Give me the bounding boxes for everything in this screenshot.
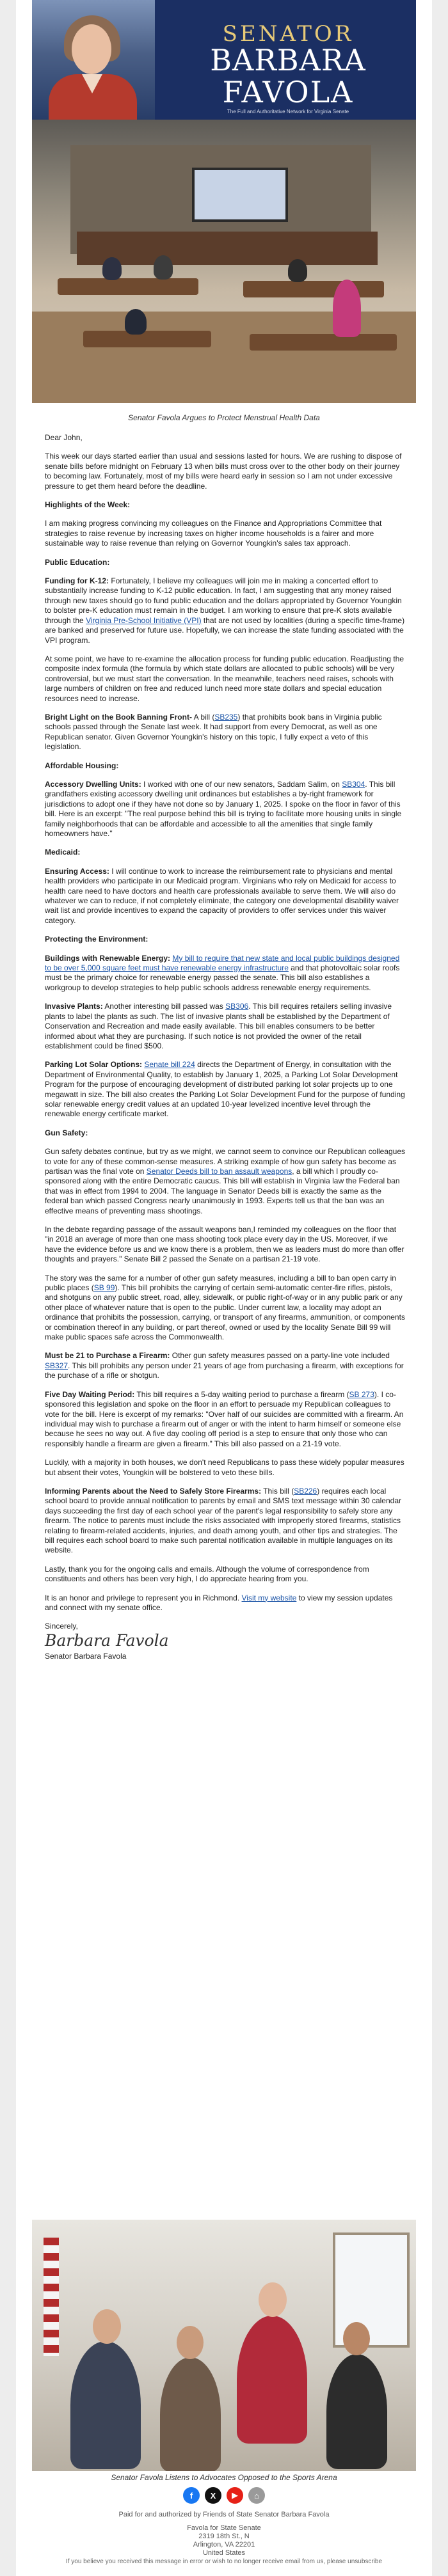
social-links (16, 2487, 432, 2504)
public-education-heading: Public Education: (45, 557, 110, 567)
website-icon[interactable]: ⌂ (248, 2487, 265, 2504)
website-link[interactable]: Visit my website (241, 1593, 297, 1602)
majority-paragraph: Luckily, with a majority in both houses, we don't need Republicans to pass these widely popular measures but absent their votes, Youngkin will be bolstered to veto these bills. (45, 1458, 404, 1477)
waiting-period-label: Five Day Waiting Period: (45, 1389, 135, 1399)
gun-safety-intro-paragraph: Gun safety debates continue, but try as we might, we cannot seem to convince our Republican colleagues to vote for any of these common-sense measures. A striking example of how gun safety has become as partisan was the final vote on Senator Deeds bill to ban assault weapons, a bill which I proudly co-sponsored along with the entire Democratic caucus. This bill will establish in Virginia law the Federal ban that was in effect from 1994 to 2004. The language in Senator Deeds bill is exactly the same as the federal ban which passed Congress nearly unanimously in 1993. Experts tell us that the ban was an effective means of preventing mass shootings. (45, 1147, 405, 1215)
header-title (160, 0, 416, 120)
footer-street: 2319 18th St., N (198, 2533, 250, 2540)
affordable-housing-heading: Affordable Housing: (45, 761, 119, 770)
header-senator: SENATOR (222, 21, 354, 47)
book-banning-paragraph: Bright Light on the Book Banning Front- A bill (SB235) that prohibits book bans in Virginia public schools passed through the Senate last week. It had support from every Democrat, as well as one Republican senator. Given Governor Youngkin's history on this topic, I fully expect a veto of this legislation. (45, 712, 382, 752)
book-banning-label: Bright Light on the Book Banning Front- (45, 712, 192, 722)
youtube-icon[interactable]: ▶ (227, 2487, 243, 2504)
thanks-paragraph: Lastly, thank you for the ongoing calls and emails. Although the volume of correspondence from constituents and others has been very high, I do appreciate hearing from you. (45, 1564, 369, 1584)
adu-label: Accessory Dwelling Units: (45, 779, 141, 789)
renewable-buildings-label: Buildings with Renewable Energy: (45, 953, 171, 963)
safe-storage-paragraph: Informing Parents about the Need to Safely Store Firearms: This bill (SB226) requires each local school board to provide annual notification to parents by email and SMS text message within 30 calendar days succeeding the first day of each school year of the parent's legal responsibility to safely store any firearm. The notice to parents must include the risks associated with improperly stored firearms, statistics relating to firearm-related accidents, injuries, and death among youth, and other tips and strategies. The bill requires each school board to make such parental notification available in multiple languages on its website. (45, 1486, 401, 1555)
advocates-photo (32, 2220, 416, 2471)
sb99-link[interactable]: SB 99 (93, 1283, 115, 1293)
k12-funding-label: Funding for K-12: (45, 576, 109, 586)
signoff: Senator Barbara Favola (45, 1652, 127, 1661)
email-container (16, 0, 432, 2576)
paid-for-notice: Paid for and authorized by Friends of State Senator Barbara Favola (118, 2511, 330, 2518)
footer (16, 2511, 432, 2557)
gun-safety-heading: Gun Safety: (45, 1128, 88, 1137)
medicaid-paragraph: Ensuring Access: I will continue to work to increase the reimbursement rate to physicians and mental health providers who participate in our Medicaid program. Virginians who rely on Medicaid for access to health care need to have doctors and health care professionals available to serve them. We will also do whatever we can to reduce, if not completely eliminate, the category one developmental disability waiver wait list and provide incentives to expand the capacity of providers to offer services under this waiver category. (45, 866, 399, 925)
invasive-plants-label: Invasive Plants: (45, 1002, 103, 1011)
invasive-plants-paragraph: Invasive Plants: Another interesting bill passed was SB306. This bill requires retailers selling invasive plants to label the plants as such. The list of invasive plants shall be established by the Department of Conservation and Recreation and made easily available. This bill enables consumers to be better informed about what they are purchasing. If such notice is not provided the owner of the retail establishment could be fined $500. (45, 1002, 392, 1050)
signature: Barbara Favola (45, 1631, 169, 1650)
senator-portrait (32, 0, 155, 120)
assault-weapons-bill-link[interactable]: Senator Deeds bill to ban assault weapons (146, 1166, 292, 1176)
waiting-period-paragraph: Five Day Waiting Period: This bill requires a 5-day waiting period to purchase a firearm (SB 273). I co-sponsored this legislation and spoke on the floor in an effort to persuade my Republican colleagues to vote for the bill. Here is excerpt of my remarks: "Over half of our suicides are committed with a firearm. An individual may wish to purchase a firearm out of anger or with the intent to harm himself or someone else because he sees no way out. A five day cooling off period is a step to ensure that only those who can responsibly handle a firearm are given a firearm." This bill also passed on a 21-19 vote. (45, 1389, 404, 1448)
sb306-link[interactable]: SB306 (225, 1002, 249, 1011)
header-first-name: BARBARA (210, 43, 366, 77)
parking-solar-label: Parking Lot Solar Options: (45, 1060, 143, 1070)
greeting: Dear John, (45, 433, 83, 442)
sb224-link[interactable]: Senate bill 224 (144, 1060, 195, 1070)
newsletter-body (45, 433, 406, 1671)
assault-weapons-debate-paragraph: In the debate regarding passage of the assault weapons ban,I reminded my colleagues on the floor that "in 2018 an average of more than one mass shooting took place every day in the US. Moreover, if we have the evidence before us and we know there is a problem, then we as leaders must do more than offer thoughts and prayers." Senate Bill 2 passed the Senate on a partisan 21-19 vote. (45, 1225, 404, 1264)
sb226-link[interactable]: SB226 (294, 1486, 317, 1496)
newsletter-header (32, 0, 416, 120)
header-last-name: FAVOLA (222, 75, 354, 109)
age-21-label: Must be 21 to Purchase a Firearm: (45, 1351, 170, 1361)
highlights-paragraph: I am making progress convincing my colleagues on the Finance and Appropriations Committee that strategies to raise revenue by increasing taxes on higher income households is a fairer and more sustainable way to raise revenue than relying on Governor Youngkin's sales tax approach. (45, 519, 382, 548)
funding-formula-paragraph: At some point, we have to re-examine the allocation process for funding public education. Readjusting the composite index formula (the formula by which state dollars are allocated to public schools) will be very controversial, but we must start the conversation. In the meanwhile, teachers need raises, schools with large numbers of children on free and reduced lunch need more state dollars and special education resources need to increase. (45, 654, 404, 703)
sincerely: Sincerely, (45, 1622, 78, 1631)
sb235-link[interactable]: SB235 (214, 712, 238, 722)
adu-paragraph: Accessory Dwelling Units: I worked with one of our new senators, Saddam Salim, on SB304. This bill grandfathers existing accessory dwelling unit ordinances but establishes a by-right framework for jurisdictions to adopt one if they have not done so by January 1, 2025. I spoke on the floor in favor of this bill. Here is an excerpt: "The real purpose behind this bill is trying to facilitate more housing units in single family neighborhoods that can be affordable and accessible to all the amenities that single family homeowners have." (45, 779, 402, 838)
footer-country: United States (202, 2549, 246, 2557)
open-carry-paragraph: The story was the same for a number of other gun safety measures, including a bill to ban open carry in public places (SB 99). This bill prohibits the carrying of certain semi-automatic center-fire rifles, pistols, and shotguns on any public street, road, alley, sidewalk, or public right-of-way or in any public park or any other place of whatever nature that is open to the public. Under current law, a locality may adopt an ordinance that prohibits the possession, carrying, or transport of any firearms, ammunition, or components or combination thereof in any building, or part thereof, owned or used by the locality Senate Bill 99 will make public spaces safe across the Commonwealth. (45, 1273, 405, 1342)
environment-heading: Protecting the Environment: (45, 935, 148, 944)
k12-funding-paragraph: Funding for K-12: Fortunately, I believe my colleagues will join me in making a concerted effort to substantially increase funding to K-12 public education. In fact, I am suggesting that any money raised through new taxes should go to fund public education and the dollars appropriated by Governor Youngkin to bolster pre-K education must remain in the budget. I am working to ensure that pre-K slots available through the Virginia Pre-School Initiative (VPI) that are not used by localities (during a specific time-frame) are banked and preserved for future use. Hopefully, we can increase the state funding associated with the VPI program. (45, 576, 405, 645)
intro-paragraph: This week our days started earlier than usual and sessions lasted for hours. We are rushing to dispose of senate bills before midnight on February 13 when bills must cross over to the other body on their journey to becoming law. Fortunately, most of my bills were heard early in session so I am not under excessive pressure to get them heard before the deadline. (45, 452, 402, 491)
header-tagline: The Full and Authoritative Network for Virginia Senate (227, 109, 349, 115)
safe-storage-label: Informing Parents about the Need to Safely Store Firearms: (45, 1486, 262, 1496)
facebook-icon[interactable]: f (183, 2487, 200, 2504)
sb304-link[interactable]: SB304 (342, 779, 365, 789)
unsubscribe-notice[interactable]: If you believe you received this message in error or wish to no longer receive email from us, please unsubscribe (65, 2558, 383, 2565)
renewable-buildings-link[interactable]: My bill to require that new state and local public buildings designed to be over 5,000 square feet must have renewable energy infrastructure (45, 953, 400, 973)
renewable-buildings-paragraph: Buildings with Renewable Energy: My bill to require that new state and local public buildings designed to be over 5,000 square feet must have renewable energy infrastructure and that photovoltaic solar roofs must be the primary choice for renewable energy passed the senate. This bill also establishes a workgroup to develop strategies to help public schools address renewable energy requirements. (45, 953, 400, 992)
parking-solar-paragraph: Parking Lot Solar Options: Senate bill 224 directs the Department of Energy, in consultation with the Department of Environmental Quality, to establish by January 1, 2025, a Parking Lot Solar Development Program for the purpose of encouraging development of distributed parking lot solar projects up to one megawatt in size. The bill also creates the Parking Lot Solar Development Fund for the purpose of funding solar renewable energy credit values at an updated 10-year levelized incentive level through the renewable energy certificate market. (45, 1060, 405, 1119)
age-21-paragraph: Must be 21 to Purchase a Firearm: Other gun safety measures passed on a party-line vote included SB327. This bill prohibits any person under 21 years of age from purchasing a firearm, with exceptions for the purchase of a rifle or shotgun. (45, 1351, 404, 1380)
honor-paragraph: It is an honor and privilege to represent you in Richmond. Visit my website to view my session updates and connect with my senate office. (45, 1593, 393, 1612)
sb273-link[interactable]: SB 273 (349, 1389, 374, 1399)
photo1-caption: Senator Favola Argues to Protect Menstrual Health Data (128, 413, 320, 422)
photo2-caption: Senator Favola Listens to Advocates Opposed to the Sports Arena (111, 2473, 337, 2482)
footer-city: Arlington, VA 22201 (193, 2541, 255, 2548)
vpi-link[interactable]: Virginia Pre-School Initiative (VPI) (86, 615, 202, 625)
senate-floor-photo (32, 120, 416, 403)
medicaid-heading: Medicaid: (45, 848, 81, 857)
highlights-heading: Highlights of the Week: (45, 500, 131, 510)
footer-org: Favola for State Senate (187, 2524, 261, 2532)
ensuring-access-label: Ensuring Access: (45, 866, 109, 876)
sb327-link[interactable]: SB327 (45, 1361, 68, 1370)
x-icon[interactable]: X (205, 2487, 221, 2504)
